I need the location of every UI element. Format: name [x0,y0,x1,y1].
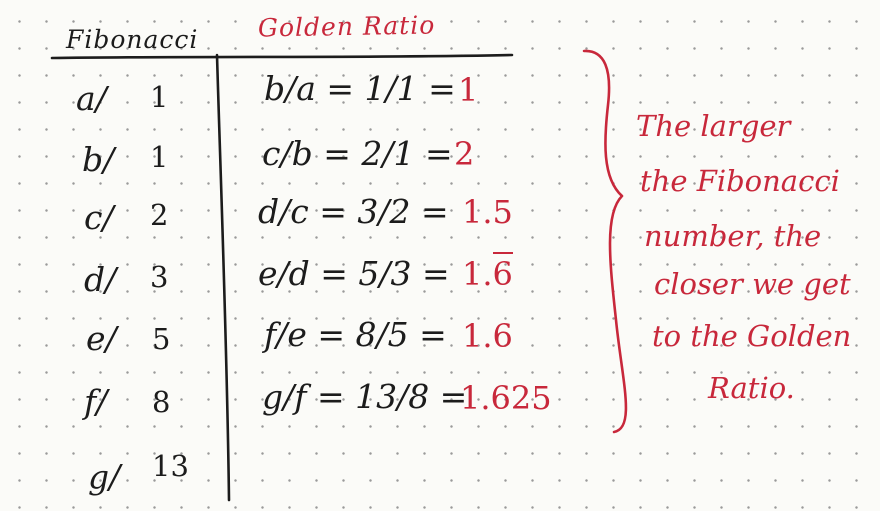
fibonacci-header: Fibonacci [66,25,199,54]
row-label: c/ [84,198,114,237]
ratio-expression: f/e = 8/5 = [264,315,447,354]
ratio-expression: g/f = 13/8 = [262,377,468,416]
row-label: g/ [88,457,121,496]
repeating-digit: 6 [493,252,513,293]
ratio-result: 1 [458,71,479,109]
ratio-result: 1.6 [462,317,513,355]
row-value: 2 [150,198,169,232]
row-label: b/ [82,140,115,179]
ratio-result [462,255,513,293]
row-label: e/ [86,319,117,358]
ratio-result-prefix: 1. [462,255,493,293]
ratio-expression: d/c = 3/2 = [258,192,449,231]
row-value: 5 [152,322,171,356]
column-divider [217,55,229,500]
row-label: d/ [84,260,117,299]
row-value: 13 [152,449,189,483]
note-line: closer we get [654,267,851,301]
row-value: 3 [150,260,169,294]
note-line: to the Golden [652,319,852,353]
ratio-result: 1.625 [460,379,552,417]
row-value: 8 [152,385,171,419]
row-value: 1 [150,80,169,114]
ratio-expression: c/b = 2/1 = [262,134,453,173]
ratio-expression: e/d = 5/3 = [258,254,450,293]
note-line: number, the [644,219,822,253]
ratio-result: 2 [454,135,475,173]
curly-brace [584,51,626,432]
row-value: 1 [150,140,169,174]
golden-ratio-header: Golden Ratio [257,10,436,43]
header-underline [52,55,512,58]
ratio-expression: b/a = 1/1 = [264,69,456,108]
note-line: the Fibonacci [640,164,840,198]
note-line: Ratio. [708,371,795,405]
ratio-result: 1.5 [462,193,513,231]
row-label: f/ [84,382,108,421]
row-label: a/ [76,79,107,118]
note-line: The larger [636,109,791,143]
